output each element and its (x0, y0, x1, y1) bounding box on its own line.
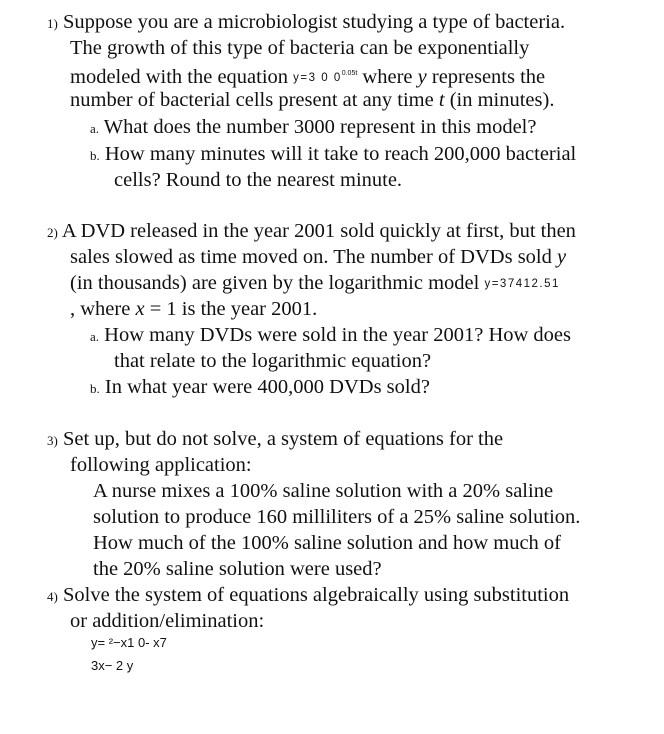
problem-1-line-1 (47, 10, 565, 36)
problem-4-system-text-2: 3x− 2 y (91, 658, 134, 673)
problem-1-text-4b: (in minutes). (449, 89, 555, 111)
problem-2-var-y: y (557, 246, 567, 268)
problem-2-text-2: sales slowed as time moved on. The number of DVDs sold (70, 246, 552, 268)
problem-3-text-2: following application: (70, 454, 252, 476)
problem-1-text-3b: where (362, 66, 413, 88)
problem-1-text-3a: modeled with the equation (70, 66, 289, 88)
problem-3-application-2 (93, 505, 580, 529)
problem-3-number: 3) (47, 433, 58, 448)
problem-2-part-a-label: a. (90, 329, 100, 344)
problem-2-line-1 (47, 219, 576, 245)
problem-1-line-4 (70, 88, 554, 112)
problem-1-text-2: The growth of this type of bacteria can be exponentially (70, 37, 530, 59)
problem-1-equation-exponent: 0.05t (341, 70, 358, 77)
problem-2-text-3: (in thousands) are given by the logarithmic model (70, 272, 480, 294)
problem-2-part-b-text: In what year were 400,000 DVDs sold? (104, 376, 430, 398)
problem-2-part-a-text-1: How many DVDs were sold in the year 2001? How does (104, 324, 572, 346)
problem-4-text-1: Solve the system of equations algebraically using substitution (62, 584, 570, 606)
problem-2-var-x: x (135, 298, 145, 320)
problem-3-application-3 (93, 531, 561, 555)
problem-1-part-a-text: What does the number 3000 represent in this model? (103, 116, 537, 138)
problem-2-text-4b: = 1 is the year 2001. (149, 298, 318, 320)
problem-4-line-1 (47, 583, 569, 609)
problem-1-part-b-text-2: cells? Round to the nearest minute. (114, 169, 403, 191)
problem-2-part-b-label: b. (90, 381, 100, 396)
problem-2-line-4 (70, 297, 317, 321)
problem-4-number: 4) (47, 589, 58, 604)
problem-1-var-t: t (438, 89, 445, 111)
problem-2-part-b (90, 375, 430, 401)
problem-4-system-eq-2 (91, 657, 133, 675)
problem-3-app-text-3: How much of the 100% saline solution and how much of (93, 532, 562, 554)
problem-1-part-b (90, 142, 576, 168)
problem-1-number: 1) (47, 16, 58, 31)
problem-1-text-3c: represents the (431, 66, 546, 88)
problem-1-var-y: y (417, 66, 427, 88)
problem-1-part-a-label: a. (90, 121, 100, 136)
problem-1-part-b-text-1: How many minutes will it take to reach 200,000 bacterial (104, 143, 577, 165)
problem-1-line-2 (70, 36, 529, 60)
problem-2-line-3 (70, 271, 560, 296)
problem-1-equation (293, 72, 357, 84)
problem-2-text-1: A DVD released in the year 2001 sold quickly at first, but then (61, 220, 576, 242)
problem-3-app-text-4: the 20% saline solution were used? (93, 558, 382, 580)
problem-2-line-2 (70, 245, 566, 269)
problem-2-equation: y=37412.51 (484, 278, 560, 290)
problem-2-part-a (90, 323, 571, 349)
problem-1-text-4a: number of bacterial cells present at any time (70, 89, 434, 111)
problem-1-line-3 (70, 62, 545, 90)
problem-3-application-4 (93, 557, 382, 581)
problem-1-part-a (90, 115, 536, 141)
problem-3-app-text-1: A nurse mixes a 100% saline solution with a 20% saline (93, 480, 554, 502)
problem-3-line-2 (70, 453, 252, 477)
problem-4-system-eq-1 (91, 634, 167, 652)
problem-4-system-text-1: y= ²−x1 0- x7 (91, 635, 167, 650)
problem-3-text-1: Set up, but do not solve, a system of equations for the (62, 428, 504, 450)
problem-2-text-4a: , where (70, 298, 131, 320)
problem-1-text-1: Suppose you are a microbiologist studying a type of bacteria. (62, 11, 566, 33)
problem-2-part-a-line-2 (114, 349, 431, 373)
problem-2-number: 2) (47, 225, 58, 240)
problem-3-app-text-2: solution to produce 160 milliliters of a 25% saline solution. (93, 506, 581, 528)
problem-1-part-b-line-2 (114, 168, 402, 192)
problem-1-equation-base: y=3 0 0 (293, 72, 342, 84)
problem-2-part-a-text-2: that relate to the logarithmic equation? (114, 350, 432, 372)
problem-4-text-2: or addition/elimination: (70, 610, 265, 632)
problem-4-line-2 (70, 609, 264, 633)
problem-3-line-1 (47, 427, 503, 453)
problem-3-application-1 (93, 479, 553, 503)
problem-1-part-b-label: b. (90, 148, 100, 163)
